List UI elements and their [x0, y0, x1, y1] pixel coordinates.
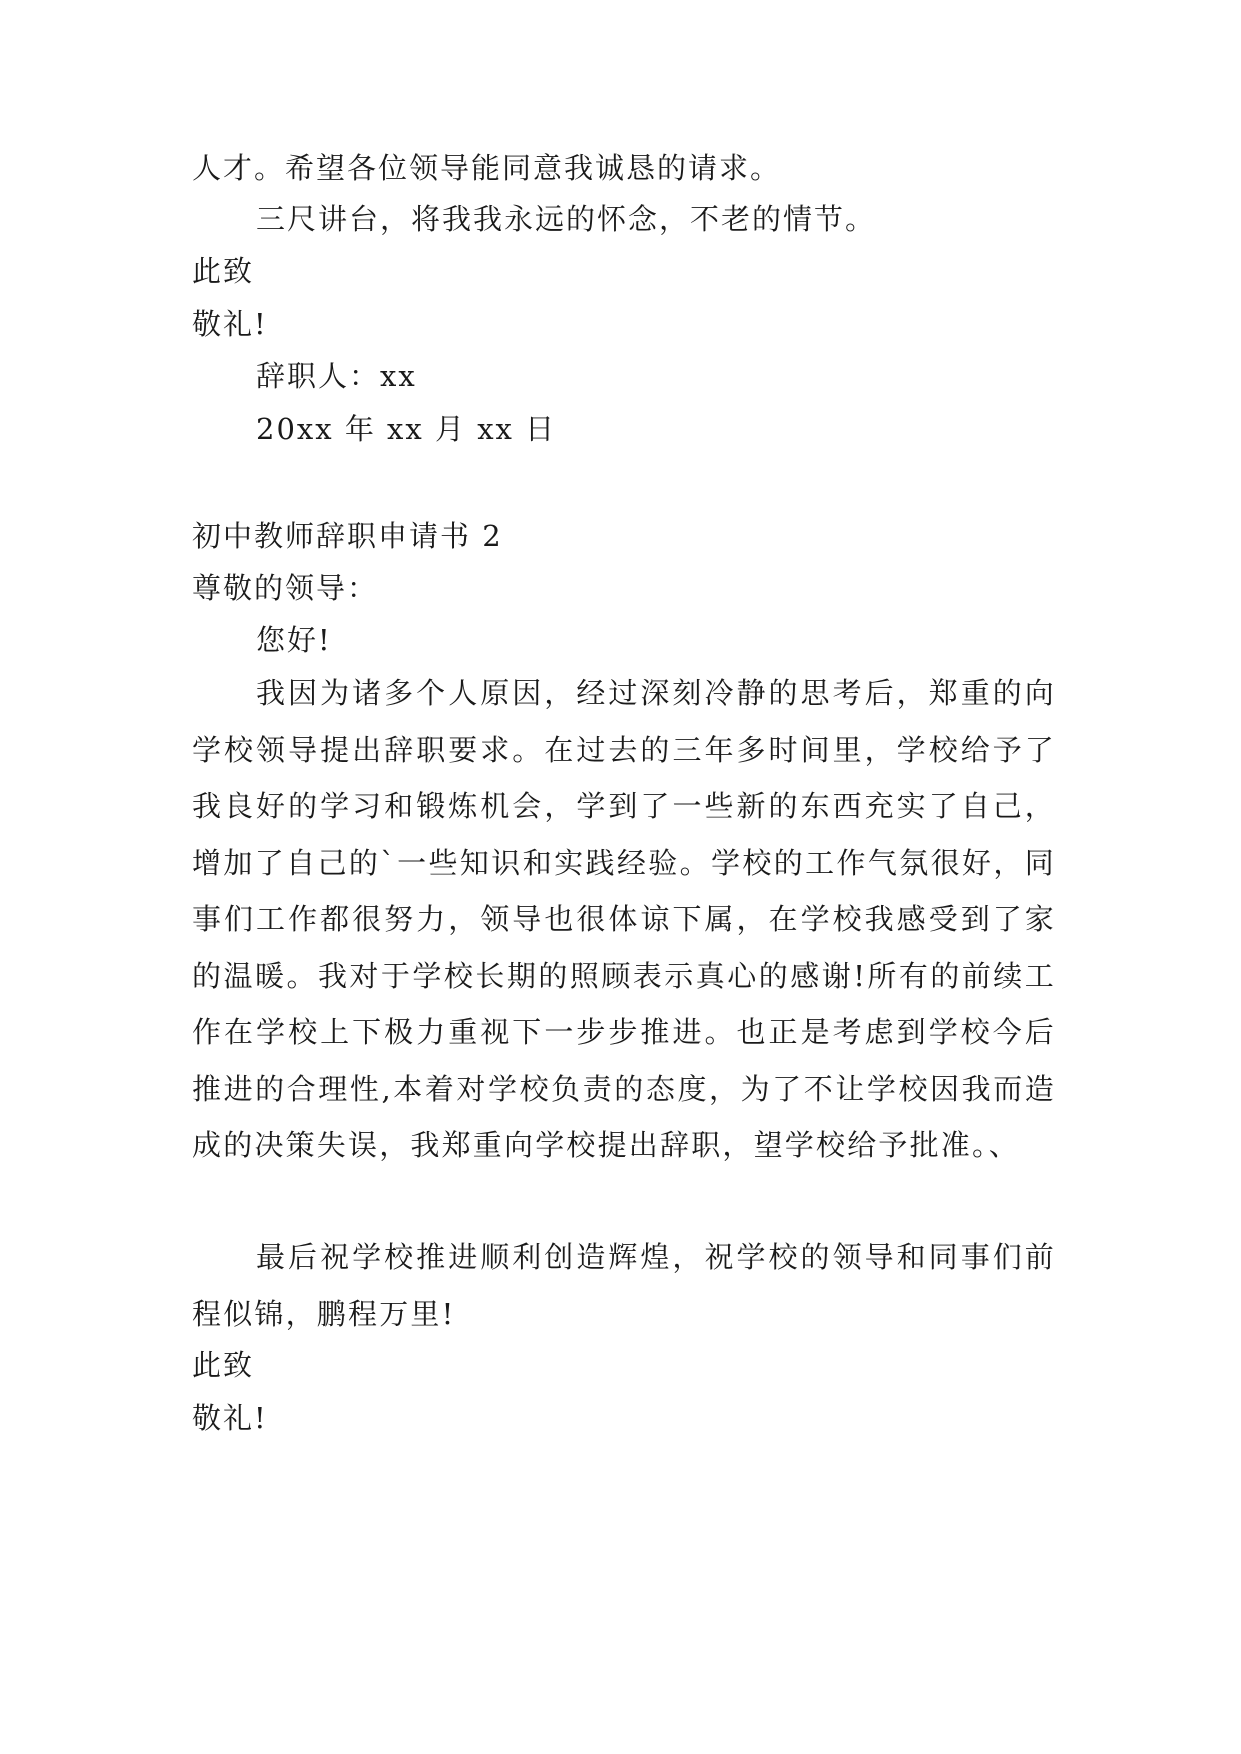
salutation-ci-zhi-2: 此致 — [192, 1348, 255, 1382]
greeting-line: 您好! — [256, 623, 332, 657]
salutation-jing-li: 敬礼! — [192, 307, 268, 341]
salutation-jing-li-2: 敬礼! — [192, 1401, 268, 1435]
wishes-paragraph: 最后祝学校推进顺利创造辉煌，祝学校的领导和同事们前程似锦，鹏程万里! — [192, 1240, 1056, 1331]
date-line: 20xx 年 xx 月 xx 日 — [256, 412, 557, 446]
section-title: 初中教师辞职申请书 2 — [192, 519, 503, 553]
continuation-line: 人才。希望各位领导能同意我诚恳的请求。 — [192, 151, 782, 185]
signer-line: 辞职人：xx — [256, 359, 417, 393]
closing-remark: 三尺讲台，将我我永远的怀念，不老的情节。 — [256, 202, 877, 236]
body-paragraph: 我因为诸多个人原因，经过深刻冷静的思考后，郑重的向学校领导提出辞职要求。在过去的三年多时间里，学校给予了我良好的学习和锻炼机会，学到了一些新的东西充实了自己，增加了自己的`一些知识和实践经验。学校的工作气氛很好，同事们工作都很努力，领导也很体谅下属，在学校我感受到了家的温暖。我对于学校长期的照顾表示真心的感谢!所有的前续工作在学校上下极力重视下一步步推进。也正是考虑到学校今后推进的合理性,本着对学校负责的态度，为了不让学校因我而造成的决策失误，我郑重向学校提出辞职，望学校给予批准。、 — [192, 676, 1056, 1162]
salutation-ci-zhi: 此致 — [192, 254, 255, 288]
addressee-line: 尊敬的领导： — [192, 571, 379, 605]
